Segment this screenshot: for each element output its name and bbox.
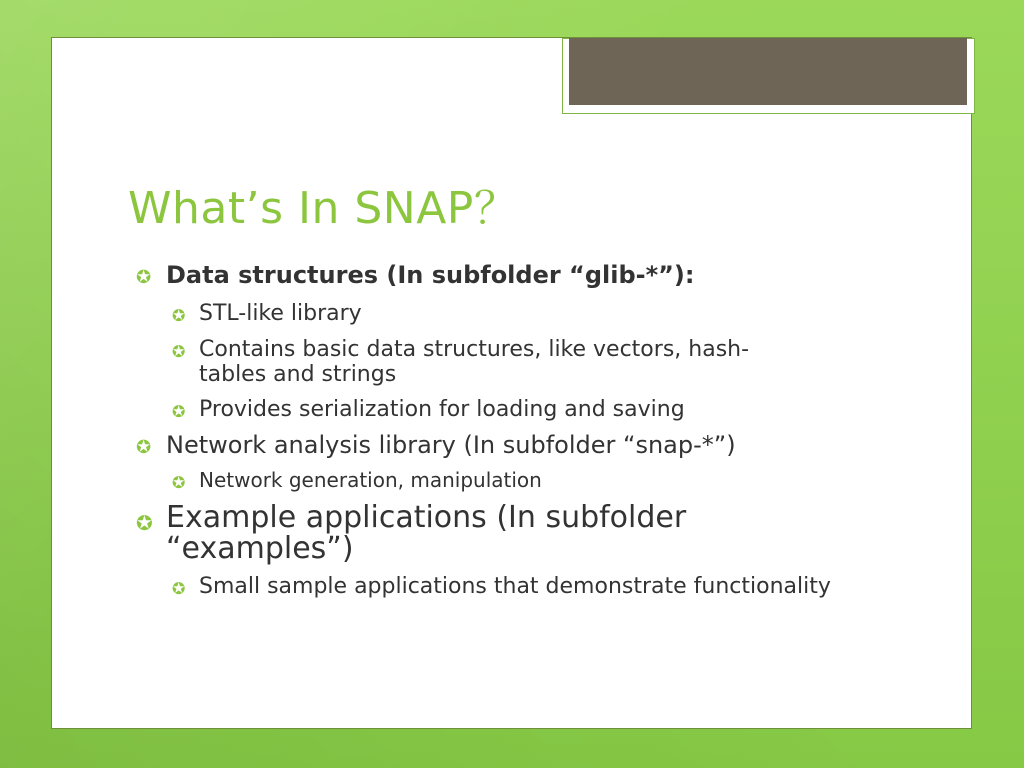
bullet-icon: ✪	[172, 579, 186, 598]
subbullet-contains	[172, 337, 809, 387]
subbullet-stl	[172, 301, 879, 326]
bullet-text: Contains basic data structures, like vectors, hash-tables and strings	[199, 337, 750, 387]
subbullet-sample-apps	[172, 574, 839, 599]
bullet-icon: ✪	[172, 306, 186, 325]
bullet-text: Provides serialization for loading and saving	[199, 397, 685, 422]
bullet-text: Small sample applications that demonstrate functionality	[199, 574, 831, 599]
bullet-data-structures	[136, 261, 926, 289]
bullet-icon: ✪	[172, 402, 186, 421]
bullet-icon: ✪	[136, 437, 152, 458]
subbullet-serialization	[172, 397, 879, 422]
bullet-text: Example applications (In subfolder “examples”)	[166, 500, 687, 566]
bullet-text: STL-like library	[199, 301, 362, 326]
bullet-icon: ✪	[172, 473, 186, 492]
slide-title: What’s In SNAP？	[128, 183, 519, 234]
bullet-example-apps	[136, 500, 806, 566]
subbullet-network-generation	[172, 468, 879, 493]
bullet-icon: ✪	[172, 342, 186, 361]
bullet-icon: ✪	[136, 267, 152, 288]
bullet-icon: ✪	[136, 511, 153, 535]
bullet-text: Data structures (In subfolder “glib-*”):	[166, 261, 695, 289]
bullet-text: Network analysis library (In subfolder “snap-*”)	[166, 431, 736, 459]
bullet-network-analysis	[136, 431, 926, 459]
bullet-text: Network generation, manipulation	[199, 468, 542, 492]
